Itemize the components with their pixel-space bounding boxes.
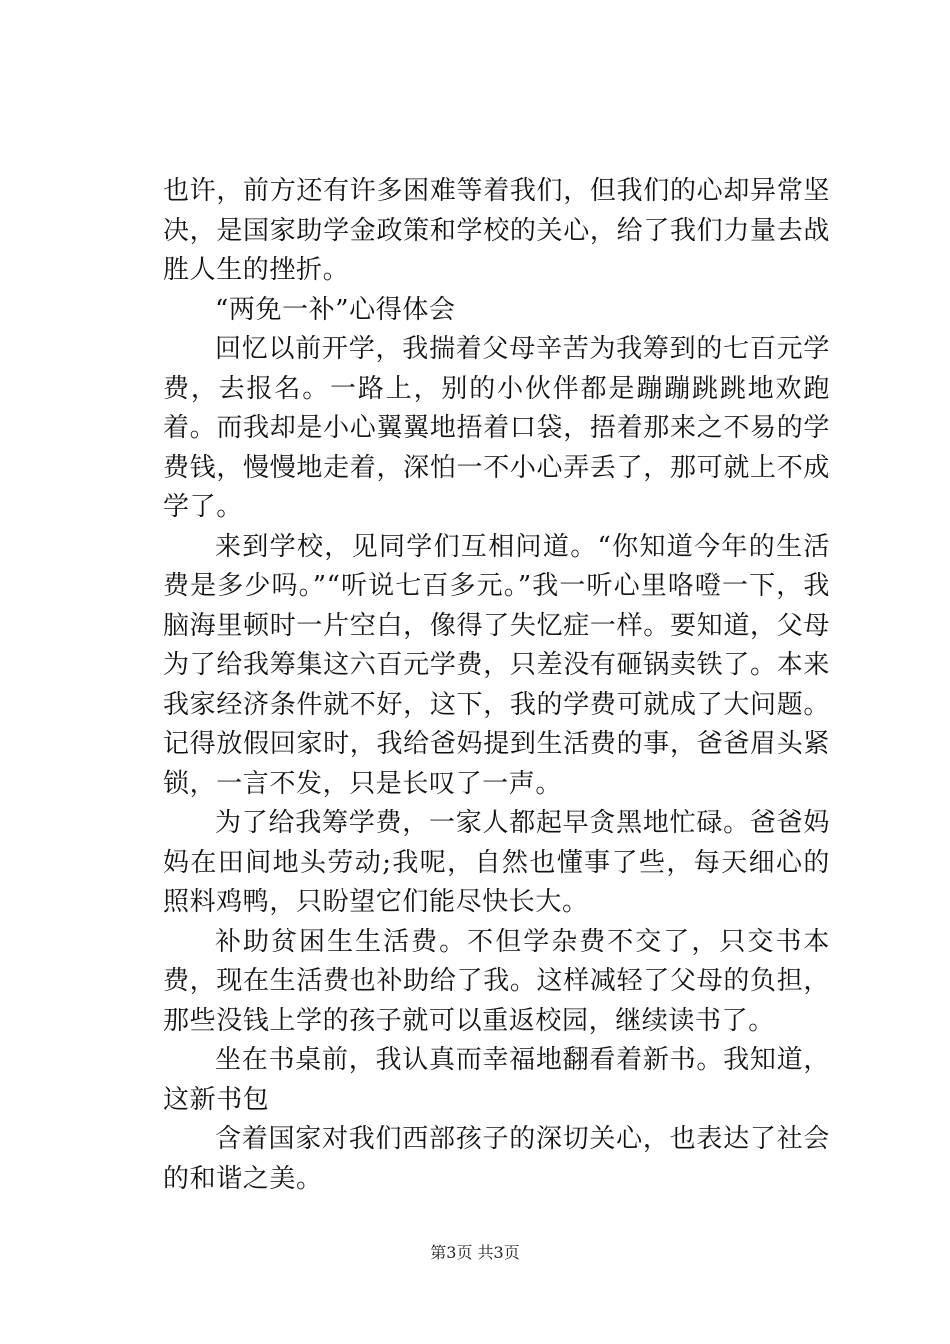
page-footer: 第3页 共3页 (430, 1243, 520, 1262)
document-body (163, 172, 830, 1199)
paragraph-7: 含着国家对我们西部孩子的深切关心，也表达了社会的和谐之美。 (163, 1124, 830, 1194)
paragraph-2: 回忆以前开学，我揣着父母辛苦为我筹到的七百元学费，去报名。一路上，别的小伙伴都是蹦蹦跳跳地欢跑着。而我却是小心翼翼地捂着口袋，捂着那来之不易的学费钱，慢慢地走着，深怕一不小心弄丢了，那可就上不成学了。 (163, 334, 830, 522)
paragraph-6: 坐在书桌前，我认真而幸福地翻看着新书。我知道，这新书包 (163, 1045, 830, 1115)
section-heading: “两免一补”心得体会 (215, 294, 456, 325)
paragraph-5: 补助贫困生生活费。不但学杂费不交了，只交书本费，现在生活费也补助给了我。这样减轻了父母的负担，那些没钱上学的孩子就可以重返校园，继续读书了。 (163, 926, 830, 1036)
paragraph-4: 为了给我筹学费，一家人都起早贪黑地忙碌。爸爸妈妈在田间地头劳动;我呢，自然也懂事了些，每天细心的照料鸡鸭，只盼望它们能尽快长大。 (163, 808, 830, 917)
paragraph-3: 来到学校，见同学们互相问道。“你知道今年的生活费是多少吗。”“听说七百多元。”我一听心里咯噔一下，我脑海里顿时一片空白，像得了失忆症一样。要知道，父母为了给我筹集这六百元学费，只差没有砸锅卖铁了。本来我家经济条件就不好，这下，我的学费可就成了大问题。记得放假回家时，我给爸妈提到生活费的事，爸爸眉头紧锁，一言不发，只是长叹了一声。 (163, 531, 830, 799)
paragraph-1: 也许，前方还有许多困难等着我们，但我们的心却异常坚决，是国家助学金政策和学校的关心，给了我们力量去战胜人生的挫折。 (163, 176, 830, 285)
